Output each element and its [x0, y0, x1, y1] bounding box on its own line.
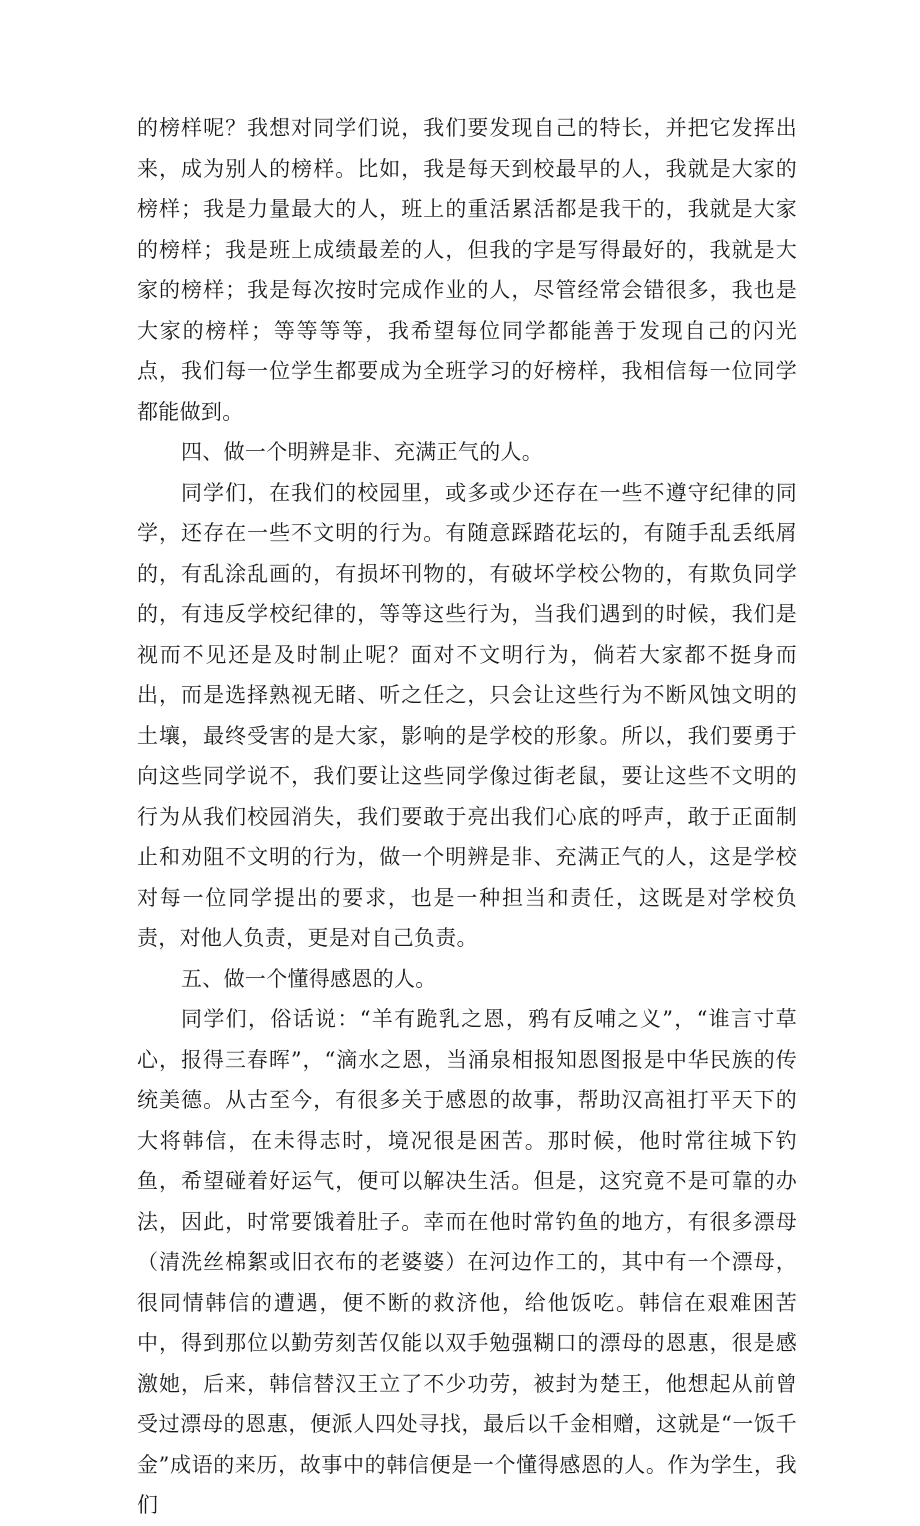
section-heading-5: 五、做一个懂得感恩的人。	[181, 966, 437, 991]
body-paragraph: 的榜样呢？我想对同学们说，我们要发现自己的特长，并把它发挥出来，成为别人的榜样。比如，我是每天到校最早的人，我就是大家的榜样；我是力量最大的人，班上的重活累活都是我干的，我就是大家的榜样；我是班上成绩最差的人，但我的字是写得最好的，我就是大家的榜样；我是每次按时完成作业的人，尽管经常会错很多，我也是大家的榜样；等等等等，我希望每位同学都能善于发现自己的闪光点，我们每一位学生都要成为全班学习的好榜样，我相信每一位同学都能做到。	[137, 116, 797, 424]
section-heading-4: 四、做一个明辨是非、充满正气的人。	[181, 440, 544, 464]
body-paragraph: 同学们，俗话说：“羊有跪乳之恩，鸦有反哺之义”，“谁言寸草心，报得三春晖”，“滴水之恩，当涌泉相报知恩图报是中华民族的传统美德。从古至今，有很多关于感恩的故事，帮助汉高祖打平天下的大将韩信，在未得志时，境况很是困苦。那时候，他时常往城下钓鱼，希望碰着好运气，便可以解决生活。但是，这究竟不是可靠的办法，因此，时常要饿着肚子。幸而在他时常钓鱼的地方，有很多漂母（清洗丝棉絮或旧衣布的老婆婆）在河边作工的，其中有一个漂母，很同情韩信的遭遇，便不断的救济他，给他饭吃。韩信在艰难困苦中，得到那位以勤劳刻苦仅能以双手勉强糊口的漂母的恩惠，很是感激她，后来，韩信替汉王立了不少功劳，被封为楚王，他想起从前曾受过漂母的恩惠，便派人四处寻找，最后以千金相赠，这就是“一饭千金”成语的来历，故事中的韩信便是一个懂得感恩的人。作为学生，我们	[137, 1007, 797, 1517]
document-page	[137, 108, 797, 1526]
body-paragraph: 同学们，在我们的校园里，或多或少还存在一些不遵守纪律的同学，还存在一些不文明的行为。有随意踩踏花坛的，有随手乱丢纸屑的，有乱涂乱画的，有损坏刊物的，有破坏学校公物的，有欺负同学的，有违反学校纪律的，等等这些行为，当我们遇到的时候，我们是视而不见还是及时制止呢？面对不文明行为，倘若大家都不挺身而出，而是选择熟视无睹、听之任之，只会让这些行为不断风蚀文明的土壤，最终受害的是大家，影响的是学校的形象。所以，我们要勇于向这些同学说不，我们要让这些同学像过街老鼠，要让这些不文明的行为从我们校园消失，我们要敢于亮出我们心底的呼声，敢于正面制止和劝阻不文明的行为，做一个明辨是非、充满正气的人，这是学校对每一位同学提出的要求，也是一种担当和责任，这既是对学校负责，对他人负责，更是对自己负责。	[137, 480, 797, 950]
